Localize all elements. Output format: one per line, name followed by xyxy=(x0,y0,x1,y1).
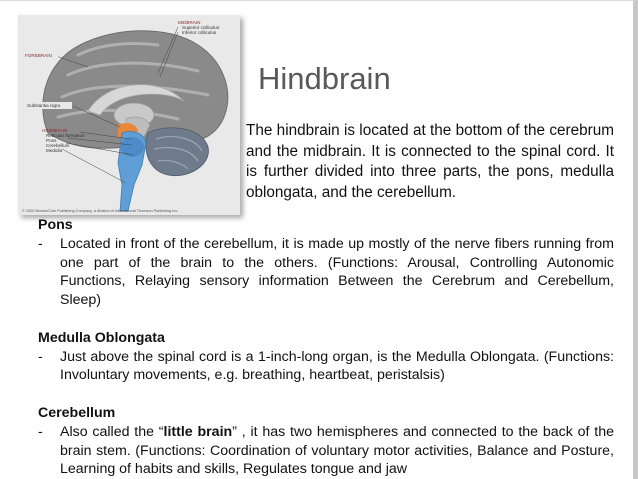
label-inferior-colliculus: Inferior colliculus xyxy=(182,30,217,35)
brain-diagram xyxy=(18,15,240,215)
section-text-pons: Located in front of the cerebellum, it is made up mostly of the nerve fibers running from one part of the brain to the others. (Functions: Arousal, Controlling Autonomic Functions, Relaying sensory information Between the Cerebrum and Cerebellum, Sleep) xyxy=(60,235,614,309)
slide-title: Hindbrain xyxy=(258,61,391,96)
cerebellum-shape xyxy=(146,128,208,176)
bullet-dash: - xyxy=(38,423,43,440)
pons-shape xyxy=(120,137,144,157)
bullet-dash: - xyxy=(38,235,43,252)
label-superior-colliculus: Superior colliculus xyxy=(182,25,220,30)
label-hindbrain: HINDBRAIN xyxy=(42,128,68,133)
section-bullet-cerebellum xyxy=(38,423,614,479)
section-gap xyxy=(38,310,614,329)
label-medulla: Medulla xyxy=(46,148,63,153)
label-cerebellum: Cerebellum xyxy=(46,143,70,148)
section-text-cerebellum-before: Also called the “ xyxy=(60,423,164,440)
section-text-cerebellum-after: ” , it has two hemispheres and connected to the back of the brain stem. (Functions: Coordination of voluntary motor activities, Balance and Posture, Learning of habits and skills, Regulates tongue and jaw xyxy=(60,423,614,478)
brain-diagram-figure xyxy=(18,15,240,215)
section-gap xyxy=(38,385,614,404)
section-heading-cerebellum: Cerebellum xyxy=(38,404,116,421)
label-reticular-formation: Reticular formation xyxy=(46,133,85,138)
section-bullet-medulla xyxy=(38,348,614,386)
section-text-medulla: Just above the spinal cord is a 1-inch-long organ, is the Medulla Oblongata. (Functions: Involuntary movements, e.g. breathing, heartbeat, peristalsis) xyxy=(60,348,614,384)
label-substantia-nigra: Substantia nigra xyxy=(27,103,61,108)
label-midbrain: MIDBRAIN xyxy=(178,20,201,25)
section-bullet-pons xyxy=(38,235,614,310)
intro-paragraph: The hindbrain is located at the bottom of the cerebrum and the midbrain. It is connected to the spinal cord. It is further divided into three parts, the pons, medulla oblongata, and the cerebellum. xyxy=(246,122,614,201)
section-heading-pons: Pons xyxy=(38,217,73,233)
label-forebrain: FOREBRAIN xyxy=(25,53,52,58)
section-heading-medulla: Medulla Oblongata xyxy=(38,329,165,346)
section-text-cerebellum-bold: little brain xyxy=(163,423,233,440)
bullet-dash: - xyxy=(38,348,43,365)
label-pons: Pons xyxy=(46,138,57,143)
sections-body xyxy=(38,216,614,479)
figure-credit: © 2000 Brooks/Cole Publishing Company, a division of International Thomson Publishing Inc. xyxy=(22,209,179,213)
